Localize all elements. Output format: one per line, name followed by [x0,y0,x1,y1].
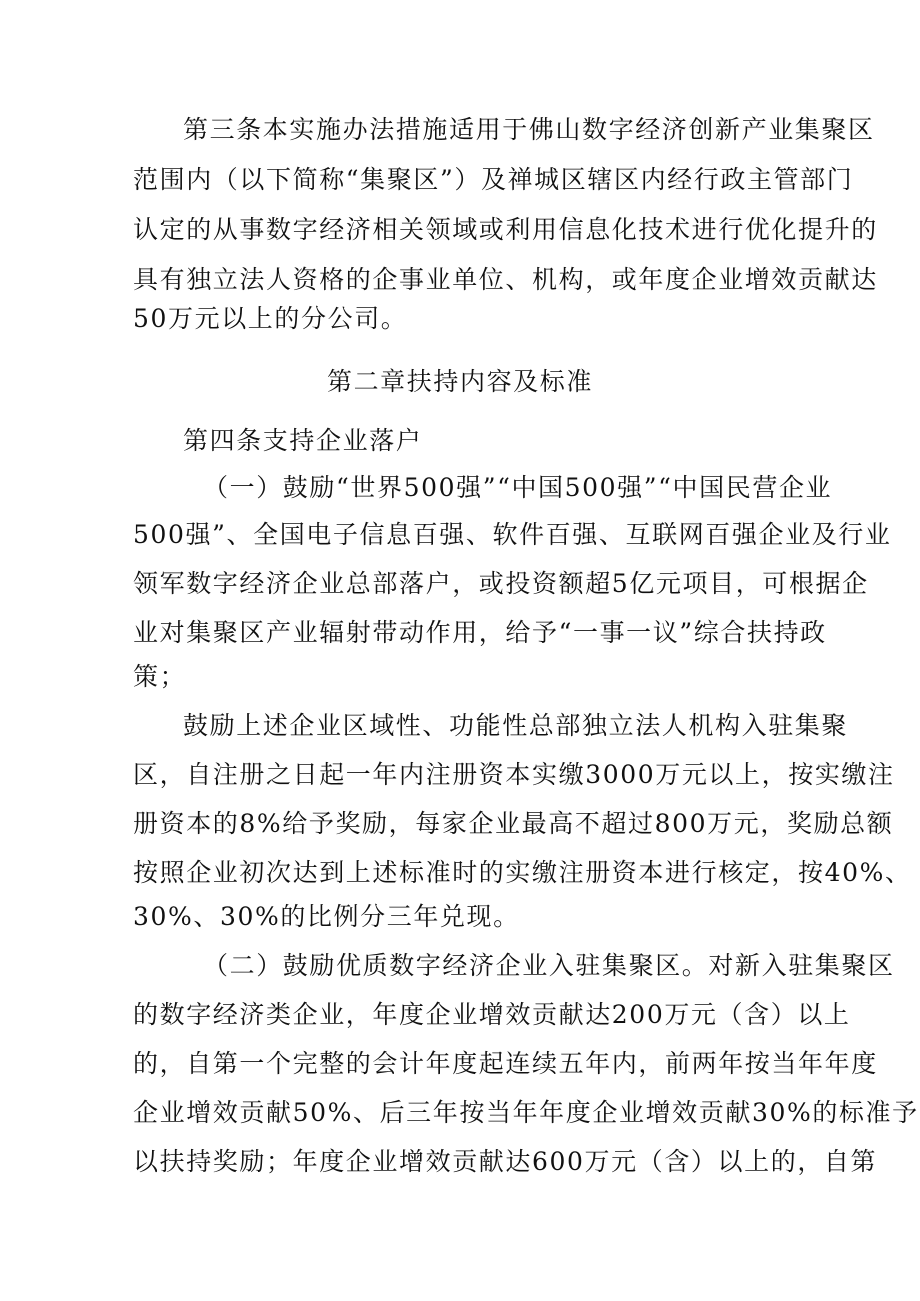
item1-line-1: （一）鼓励“世界500强”“中国500强”“中国民营企业 [203,473,833,502]
item2-line-4: 企业增效贡献50%、后三年按当年年度企业增效贡献30%的标准予 [133,1098,919,1127]
article3-line-4: 具有独立法人资格的企事业单位、机构，或年度企业增效贡献达 [133,265,878,294]
item1-para2-line-1: 鼓励上述企业区域性、功能性总部独立法人机构入驻集聚 [183,711,849,740]
article3-line-5: 50万元以上的分公司。 [133,304,408,333]
article3-line-1: 第三条本实施办法措施适用于佛山数字经济创新产业集聚区 [183,115,875,144]
item2-line-5: 以扶持奖励；年度企业增效贡献达600万元（含）以上的，自第 [133,1147,878,1176]
item2-line-3: 的，自第一个完整的会计年度起连续五年内，前两年按当年年度 [133,1049,878,1078]
item1-para2-line-2: 区，自注册之日起一年内注册资本实缴3000万元以上，按实缴注 [133,760,895,789]
item1-line-3: 领军数字经济企业总部落户，或投资额超5亿元项目，可根据企 [133,569,869,598]
item1-para2-line-3: 册资本的8%给予奖励，每家企业最高不超过800万元，奖励总额 [133,809,894,838]
item1-line-2: 500强”、全国电子信息百强、软件百强、互联网百强企业及行业 [133,520,892,549]
item2-line-2: 的数字经济类企业，年度企业增效贡献达200万元（含）以上 [133,1000,851,1029]
article3-line-2: 范围内（以下简称“集聚区”）及禅城区辖区内经行政主管部门 [133,165,854,194]
item1-line-4: 业对集聚区产业辐射带动作用，给予“一事一议”综合扶持政 [133,618,827,647]
article3-line-3: 认定的从事数字经济相关领域或利用信息化技术进行优化提升的 [133,215,878,244]
item1-para2-line-5: 30%、30%的比例分三年兑现。 [133,902,520,931]
item2-line-1: （二）鼓励优质数字经济企业入驻集聚区。对新入驻集聚区 [203,951,895,980]
chapter-title: 第二章扶持内容及标准 [326,367,593,396]
item1-para2-line-4: 按照企业初次达到上述标准时的实缴注册资本进行核定，按40%、 [133,858,912,887]
article4-title: 第四条支持企业落户 [183,426,423,455]
item1-line-5: 策； [133,662,187,691]
